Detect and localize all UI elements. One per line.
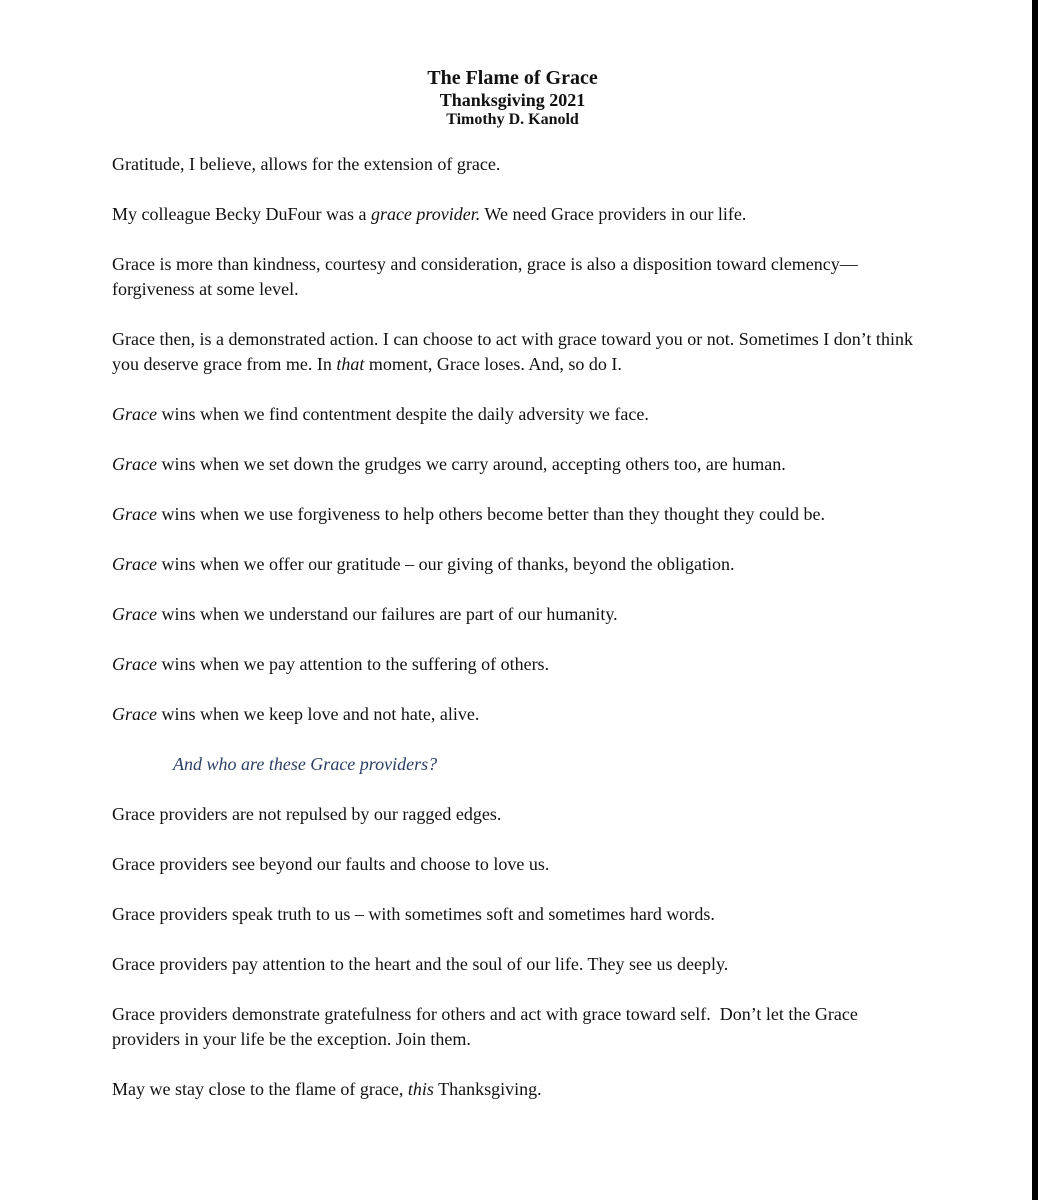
paragraph-gratitude: Gratitude, I believe, allows for the extension of grace. bbox=[112, 154, 501, 174]
grace-wins-line: Grace wins when we pay attention to the suffering of others. bbox=[112, 654, 550, 674]
paragraph-grace-more: Grace is more than kindness, courtesy and consideration, grace is also a disposition toward clemency— forgiveness at some level. bbox=[112, 254, 858, 299]
grace-wins-line: Grace wins when we understand our failures are part of our humanity. bbox=[112, 604, 618, 624]
grace-wins-line: Grace wins when we keep love and not hate, alive. bbox=[112, 704, 480, 724]
document-author: Timothy D. Kanold bbox=[446, 111, 579, 128]
provider-line: Grace providers speak truth to us – with sometimes soft and sometimes hard words. bbox=[112, 904, 715, 924]
document-subtitle: Thanksgiving 2021 bbox=[439, 90, 586, 110]
page-edge bbox=[1032, 0, 1038, 1200]
grace-wins-line: Grace wins when we offer our gratitude – our giving of thanks, beyond the obligation. bbox=[112, 554, 735, 574]
provider-line: Grace providers demonstrate gratefulness for others and act with grace toward self. Don’t let the Grace providers in your life be the exception. Join them. bbox=[112, 1004, 858, 1049]
grace-wins-line: Grace wins when we use forgiveness to help others become better than they thought they could be. bbox=[112, 504, 825, 524]
document-title: The Flame of Grace bbox=[427, 67, 598, 89]
provider-line: Grace providers see beyond our faults and choose to love us. bbox=[112, 854, 550, 874]
provider-line: Grace providers pay attention to the heart and the soul of our life. They see us deeply. bbox=[112, 954, 729, 974]
closing-line: May we stay close to the flame of grace, this Thanksgiving. bbox=[112, 1079, 542, 1099]
paragraph-colleague: My colleague Becky DuFour was a grace provider. We need Grace providers in our life. bbox=[112, 204, 747, 224]
paragraph-grace-action: Grace then, is a demonstrated action. I can choose to act with grace toward you or not. Sometimes I don’t think you deserve grace from me. In that moment, Grace loses. And, so do I. bbox=[112, 329, 913, 374]
grace-wins-line: Grace wins when we set down the grudges we carry around, accepting others too, are human. bbox=[112, 454, 786, 474]
provider-line: Grace providers are not repulsed by our ragged edges. bbox=[112, 804, 502, 824]
question-heading: And who are these Grace providers? bbox=[173, 754, 438, 774]
grace-wins-line: Grace wins when we find contentment despite the daily adversity we face. bbox=[112, 404, 649, 424]
